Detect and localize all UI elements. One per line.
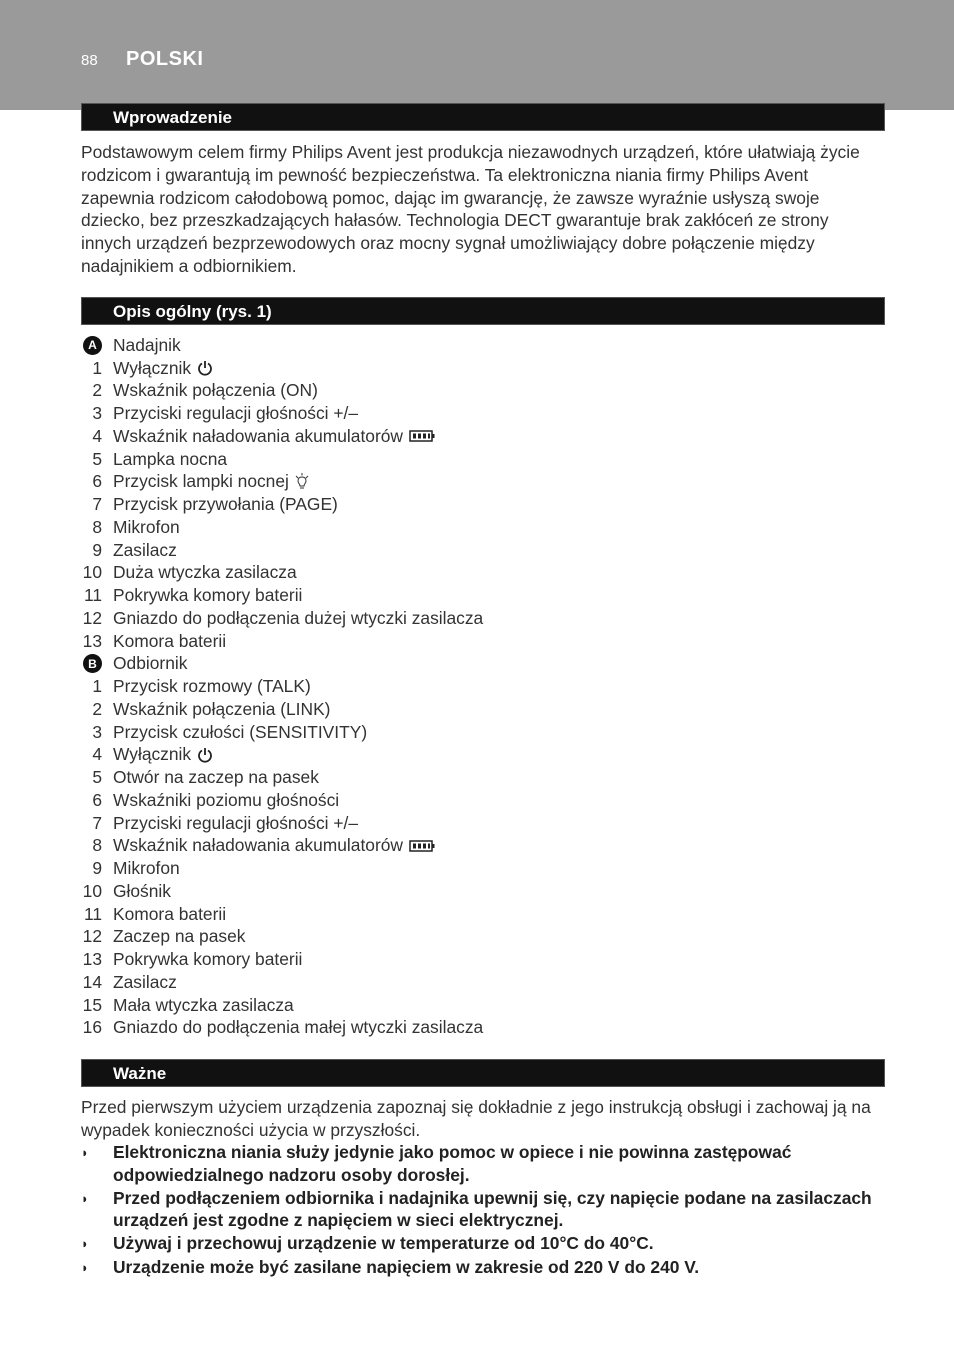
item-label: Pokrywka komory baterii: [113, 949, 303, 970]
list-item: [81, 721, 881, 744]
list-item: [81, 1017, 881, 1040]
list-item: [81, 903, 881, 926]
item-number: 12: [82, 607, 102, 628]
list-item: [81, 584, 881, 607]
list-item: [81, 698, 881, 721]
item-label: Wyłącznik: [113, 744, 192, 765]
item-number: 10: [82, 562, 102, 583]
page-number: 88: [81, 52, 98, 69]
item-number: 10: [82, 880, 102, 901]
list-item: [81, 880, 881, 903]
list-item: [81, 675, 881, 698]
item-label: Wskaźniki poziomu głośności: [113, 789, 340, 810]
item-label: Przycisk lampki nocnej: [113, 471, 289, 492]
item-number: 11: [83, 903, 102, 924]
item-label: Wskaźnik połączenia (LINK): [113, 698, 331, 719]
item-label: Przyciski regulacji głośności +/–: [113, 403, 359, 424]
list-item: [81, 334, 881, 357]
item-number: 1: [92, 676, 102, 697]
list-item: [81, 607, 881, 630]
item-label: Wyłącznik: [113, 357, 192, 378]
item-label: Zasilacz: [113, 971, 177, 992]
item-number: 9: [92, 858, 102, 879]
item-number: 13: [82, 630, 102, 651]
section-letter-badge: B: [83, 654, 102, 673]
item-number: 3: [92, 403, 102, 424]
list-item: [81, 516, 881, 539]
item-label: Pokrywka komory baterii: [113, 585, 303, 606]
item-label: Duża wtyczka zasilacza: [113, 562, 297, 583]
text-line: nadajnikiem a odbiornikiem.: [81, 255, 297, 276]
item-label: Wskaźnik połączenia (ON): [113, 380, 318, 401]
item-label: Mała wtyczka zasilacza: [113, 994, 294, 1015]
item-label: Lampka nocna: [113, 448, 228, 469]
list-item: [81, 812, 881, 835]
section-header-intro: [81, 103, 885, 131]
section-title: Ważne: [113, 1064, 167, 1083]
item-label: Komora baterii: [113, 903, 227, 924]
intro-paragraph: [81, 141, 887, 278]
item-label: Przycisk rozmowy (TALK): [113, 676, 311, 697]
list-item: [81, 789, 881, 812]
power-icon: [197, 747, 213, 763]
item-number: 13: [82, 949, 102, 970]
item-number: 11: [83, 585, 102, 606]
list-item: [81, 744, 881, 767]
item-number: 6: [92, 789, 102, 810]
item-number: 4: [92, 425, 102, 446]
section-header-overview: [81, 297, 885, 325]
list-item: [81, 630, 881, 653]
important-bullets: [81, 1141, 881, 1280]
section-letter-badge: A: [83, 336, 102, 355]
battery-icon: [409, 840, 435, 852]
item-number: 5: [92, 767, 102, 788]
item-number: 14: [82, 971, 102, 992]
list-item: [81, 562, 881, 585]
item-label: Przyciski regulacji głośności +/–: [113, 812, 359, 833]
text-line: zapewnia rodzicom całodobową pomoc, dając im gwarancję, że zawsze wyraźnie usłyszą swoje: [81, 187, 820, 208]
item-label: Wskaźnik naładowania akumulatorów: [113, 425, 403, 446]
text-line: rodzicom i gwarantują im pewność bezpieczeństwa. Ta elektroniczna niania firmy Philips Avent: [81, 164, 809, 185]
item-label: Komora baterii: [113, 630, 227, 651]
bullet-icon: ◗: [81, 1259, 89, 1275]
list-item: [81, 857, 881, 880]
text-line: innych urządzeń bezprzewodowych oraz mocny sygnał umożliwiający dobre połączenie między: [81, 233, 815, 254]
bullet-icon: ◗: [81, 1236, 89, 1252]
item-number: 12: [82, 926, 102, 947]
bullet-icon: ◗: [81, 1145, 89, 1160]
list-item: [81, 948, 881, 971]
list-item: [81, 971, 881, 994]
section-title: Opis ogólny (rys. 1): [113, 302, 272, 321]
list-item: [81, 357, 881, 380]
list-item: [81, 835, 881, 858]
bullet-item: [81, 1256, 881, 1280]
item-number: 8: [92, 516, 102, 537]
section-header-important: [81, 1059, 885, 1087]
list-item: [81, 380, 881, 403]
bullet-text-line: urządzeń jest zgodne z napięciem w sieci elektrycznej.: [113, 1210, 564, 1231]
bullet-text-line: Używaj i przechowuj urządzenie w temperaturze od 10°C do 40°C.: [113, 1233, 654, 1254]
bullet-item: [81, 1141, 881, 1187]
item-number: 2: [92, 698, 102, 719]
item-number: 4: [92, 744, 102, 765]
item-number: 9: [92, 539, 102, 560]
battery-icon: [409, 430, 435, 442]
item-number: 5: [92, 448, 102, 469]
item-number: 16: [82, 1017, 102, 1038]
bullet-text-line: odpowiedzialnego nadzoru osoby dorosłej.: [113, 1164, 470, 1185]
bullet-text-line: Urządzenie może być zasilane napięciem w zakresie od 220 V do 240 V.: [113, 1256, 700, 1277]
bullet-item: [81, 1232, 881, 1256]
list-item: [81, 994, 881, 1017]
text-line: wypadek konieczności użycia w przyszłości.: [81, 1119, 421, 1140]
item-label: Gniazdo do podłączenia dużej wtyczki zasilacza: [113, 607, 484, 628]
bullet-icon: ◗: [81, 1190, 89, 1206]
item-number: 1: [92, 357, 102, 378]
text-line: Podstawowym celem firmy Philips Avent jest produkcja niezawodnych urządzeń, które ułatwiają życie: [81, 142, 860, 162]
item-label: Gniazdo do podłączenia małej wtyczki zasilacza: [113, 1017, 484, 1038]
item-label: Mikrofon: [113, 516, 180, 537]
list-item: [81, 471, 881, 494]
overview-list: [81, 334, 881, 1039]
list-item: [81, 448, 881, 471]
item-label: Mikrofon: [113, 858, 180, 879]
section-title: Wprowadzenie: [113, 108, 233, 127]
item-number: 2: [92, 380, 102, 401]
item-label: Przycisk czułości (SENSITIVITY): [113, 721, 368, 742]
list-item: [81, 653, 881, 676]
item-label: Odbiornik: [113, 653, 188, 674]
item-number: 15: [82, 994, 102, 1015]
nightlight-icon: [295, 473, 309, 491]
list-item: [81, 539, 881, 562]
language-title: POLSKI: [126, 48, 204, 70]
item-label: Otwór na zaczep na pasek: [113, 767, 319, 788]
list-item: [81, 493, 881, 516]
item-number: 7: [92, 812, 102, 833]
list-item: [81, 402, 881, 425]
list-item: [81, 926, 881, 949]
bullet-text-line: Przed podłączeniem odbiornika i nadajnika upewnij się, czy napięcie podane na zasilaczach: [113, 1187, 872, 1208]
item-label: Nadajnik: [113, 334, 181, 355]
bullet-item: [81, 1187, 881, 1233]
item-number: 3: [92, 721, 102, 742]
power-icon: [197, 360, 213, 376]
list-item: [81, 766, 881, 789]
item-label: Zasilacz: [113, 539, 177, 560]
item-number: 6: [92, 471, 102, 492]
item-label: Zaczep na pasek: [113, 926, 246, 947]
important-paragraph: [81, 1096, 887, 1142]
item-label: Przycisk przywołania (PAGE): [113, 494, 338, 515]
item-label: Głośnik: [113, 880, 171, 901]
bullet-text-line: Elektroniczna niania służy jedynie jako pomoc w opiece i nie powinna zastępować: [113, 1142, 792, 1162]
text-line: dziecko, bez przeszkadzających hałasów. Technologia DECT gwarantuje brak zakłóceń ze strony: [81, 210, 829, 231]
text-line: Przed pierwszym użyciem urządzenia zapoznaj się dokładnie z jego instrukcją obsługi i zachowaj ją na: [81, 1097, 871, 1117]
item-label: Wskaźnik naładowania akumulatorów: [113, 835, 403, 856]
item-number: 7: [92, 494, 102, 515]
list-item: [81, 425, 881, 448]
item-number: 8: [92, 835, 102, 856]
page-header: [0, 0, 954, 110]
